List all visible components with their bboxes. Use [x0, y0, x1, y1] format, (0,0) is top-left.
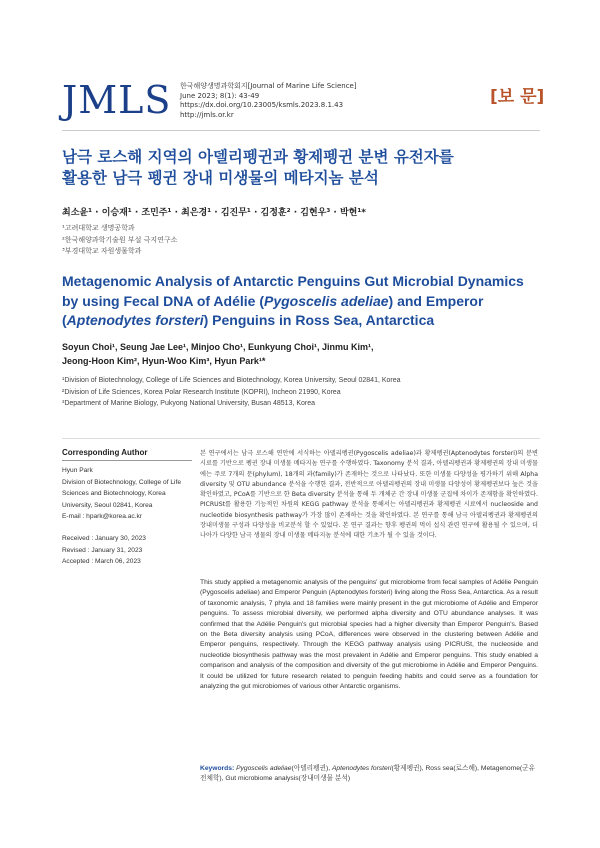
english-affiliation-3: ³Department of Marine Biology, Pukyong National University, Busan 48513, Korea — [62, 400, 316, 407]
english-affiliations — [62, 375, 401, 410]
korean-affiliations — [62, 223, 177, 258]
issue-info: June 2023; 8(1): 43-49 — [180, 91, 260, 100]
corresponding-author-heading: Corresponding Author — [62, 448, 192, 461]
korean-title — [62, 147, 532, 189]
korean-affiliation-2: ²한국해양과학기술원 부설 극지연구소 — [62, 235, 178, 244]
english-affiliation-1: ¹Division of Biotechnology, College of Life Sciences and Biotechnology, Korea University, Seoul 02841, Korea — [62, 377, 401, 384]
keyword-species: Pygoscelis adeliae — [236, 765, 292, 772]
revised-date: Revised : January 31, 2023 — [62, 546, 143, 554]
accepted-date: Accepted : March 06, 2023 — [62, 558, 141, 565]
korean-title-line2: 활용한 남극 펭귄 장내 미생물의 메타지놈 분석 — [62, 169, 379, 187]
keywords-label: Keywords: — [200, 765, 235, 772]
english-title-part: ) and Emperor ( — [62, 292, 484, 328]
corresponding-affiliation-line: Sciences and Biotechnology, Korea — [62, 490, 166, 497]
korean-affiliation-3: ³부경대학교 자원생물학과 — [62, 247, 142, 255]
corresponding-email[interactable]: E-mail : hpark@korea.ac.kr — [62, 513, 142, 520]
corresponding-author-box — [62, 448, 192, 523]
english-title-part: Metagenomic Analysis of Antarctic Penguins Gut Microbial Dynamics by using Fecal DNA of Adélie ( — [62, 273, 524, 309]
keyword-species: Aptenodytes forsteri — [331, 765, 392, 772]
header-divider — [62, 130, 540, 131]
article-type-label: [보 문] — [490, 87, 545, 107]
english-abstract: This study applied a metagenomic analysis of the penguins' gut microbiome from fecal samples of Adélie Penguin (Pygoscelis adeliae) and Emperor Penguin (Aptenodytes forsteri) living along the Ross Sea, Antarctica. As a result of taxonomic analysis, 7 phyla and 18 families were mainly present in the gut microbiome of Adélie and Emperor penguins. To assess microbial diversity, we performed alpha diversity and OTU abundance analyses. It was confirmed that the Adélie Penguin's gut microbial species had a higher diversity than Emperor Penguin's. Based on the Beta diversity analysis using PCoA, differences were observed in the clustering between Adélie and Emperor penguins, respectively. Through the KEGG pathway analysis using PICRUSt, the nucleoside and nucleotide biosynthesis pathway was the most prevalent in Adélie and Emperor penguins. This study enabled a comparison and analysis of the composition and diversity of the gut microbiome in Adélie and Emperor Penguins. It could be utilized for future research related to penguin feeding habits and could serve as a foundation for analyzing the gut microbiomes of various other Antarctic organisms. — [200, 579, 538, 691]
article-dates — [62, 533, 146, 568]
keywords — [200, 764, 538, 785]
korean-abstract: 본 연구에서는 남극 로스해 연안에 서식하는 아델리펭귄(Pygoscelis adeliae)과 황제펭귄(Aptenodytes forsteri)의 분변 시료를 기반으로 펭귄 장내 미생물 메타지놈 연구를 수행하였다. Taxonomy 분석 결과, 아델리펭귄과 황제펭귄의 장내 미생물에는 주로 7개의 문(phylum), 18개의 과(family)가 존재하는 것으로 나타났다. 또한 미생물 다양성을 평가하기 위해 Alpha diversity 및 OTU abundance 분석을 수행한 결과, 전반적으로 아델리펭귄의 장내 미생물 다양성이 황제펭귄보다 높은 것을 확인하였고, PCoA를 기반으로 한 Beta diversity 분석을 통해 두 개체군 간 장내 미생물 군집에 차이가 존재함을 확인하였다. PICRUSt를 활용한 기능적인 차원의 KEGG pathway 분석을 통해서는 아델리펭귄과 황제펭귄 시료에서 nucleoside and nucleotide biosynthesis pathway가 가장 많이 존재하는 것을 확인하였다. 본 연구를 통해 남극 아델리펭귄과 황제펭귄의 장내미생물 구성과 다양성을 비교분석 할 수 있었다. 본 연구 결과는 향후 펭귄의 먹이 섭식 관련 연구에 활용될 수 있으며, 더 나아가 다양한 남극 생물의 장내 미생물 메타지놈 분석에 대한 기초가 될 수 있을 것이다. — [200, 450, 538, 540]
english-title-part: ) Penguins in Ross Sea, Antarctica — [203, 312, 435, 328]
keyword-text: (아델리펭귄), — [291, 765, 332, 772]
journal-url[interactable]: http://jmls.or.kr — [180, 110, 234, 119]
corresponding-affiliation-line: Division of Biotechnology, College of Life — [62, 478, 181, 486]
korean-authors: 최소윤¹ · 이승재¹ · 조민주¹ · 최은경¹ · 김진무¹ · 김정훈² · 김현우³ · 박현¹* — [62, 208, 367, 218]
journal-name: 한국해양생명과학회지[Journal of Marine Life Science] — [180, 82, 357, 90]
english-affiliation-2: ²Division of Life Sciences, Korea Polar Research Institute (KOPRI), Incheon 21990, Korea — [62, 388, 341, 396]
korean-affiliation-1: ¹고려대학교 생명공학과 — [62, 224, 135, 232]
species-name: Pygoscelis adeliae — [264, 292, 389, 309]
journal-meta — [180, 82, 357, 120]
corresponding-affiliation-line: University, Seoul 02841, Korea — [62, 501, 153, 509]
section-divider — [62, 438, 540, 439]
english-authors-line1: Soyun Choi¹, Seung Jae Lee¹, Minjoo Cho¹, Eunkyung Choi¹, Jinmu Kim¹, — [62, 342, 374, 352]
english-title — [62, 272, 542, 331]
english-authors — [62, 340, 462, 368]
received-date: Received : January 30, 2023 — [62, 535, 146, 542]
doi-link[interactable]: https://dx.doi.org/10.23005/ksmls.2023.8.1.43 — [180, 101, 344, 109]
journal-logo: JMLS — [62, 78, 172, 122]
korean-title-line1: 남극 로스해 지역의 아델리펭귄과 황제펭귄 분변 유전자를 — [62, 148, 454, 166]
corresponding-author-details — [62, 465, 192, 523]
corresponding-author-name: Hyun Park — [62, 467, 93, 474]
species-name: Aptenodytes forsteri — [66, 312, 204, 328]
keyword-text: (황제펭귄), Ross sea(로스해), Metagenome(군유전체학), Gut microbiome analysis(장내미생물 분석) — [200, 765, 536, 783]
english-authors-line2: Jeong-Hoon Kim², Hyun-Woo Kim³, Hyun Park¹* — [62, 356, 266, 366]
